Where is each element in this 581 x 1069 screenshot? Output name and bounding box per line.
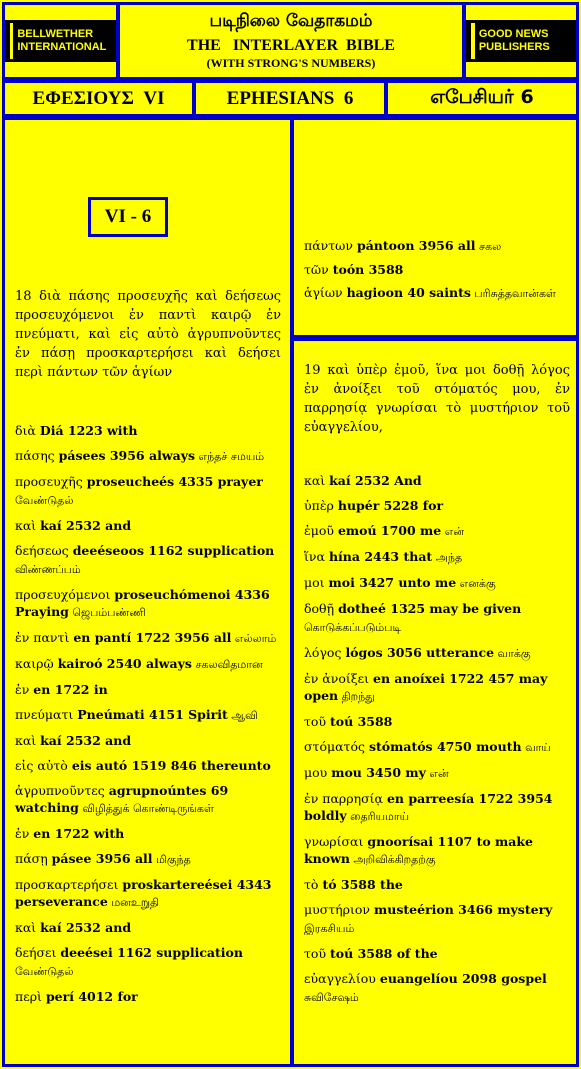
transliteration-gloss: pásees 3956 always <box>58 448 195 463</box>
right-top-column <box>291 117 579 338</box>
transliteration-gloss: stómatós 4750 mouth <box>368 739 522 754</box>
left-word-list <box>15 422 281 1013</box>
word-entry <box>304 738 570 756</box>
word-entry <box>304 876 570 893</box>
greek-word: ὑπὲρ <box>304 498 334 513</box>
word-entry <box>304 670 570 705</box>
greek-word: προσκαρτερήσει <box>15 877 119 892</box>
word-entry <box>15 782 281 817</box>
transliteration-gloss: proskartereései 4343 perseverance <box>15 877 272 909</box>
tamil-gloss: மனஉறுதி <box>107 896 160 909</box>
transliteration-gloss: hína 2443 that <box>328 549 433 564</box>
greek-word: προσευχῆς <box>15 474 83 489</box>
word-entry <box>304 497 570 514</box>
greek-word: διὰ <box>15 423 36 438</box>
right-logo-text: GOOD NEWS PUBLISHERS <box>478 28 550 53</box>
tamil-gloss: விண்ணப்பம் <box>15 563 81 576</box>
greek-word: δοθῇ <box>304 601 335 616</box>
greek-word: καὶ <box>15 920 37 935</box>
tamil-gloss: எனக்கு <box>456 577 496 590</box>
greek-word: λόγος <box>304 645 342 660</box>
word-entry <box>304 901 570 937</box>
transliteration-gloss: kaí 2532 and <box>40 518 132 533</box>
greek-word: γνωρίσαι <box>304 834 364 849</box>
greek-word: προσευχόμενοι <box>15 587 111 602</box>
transliteration-gloss: en pantí 1722 3956 all <box>73 630 232 645</box>
greek-word: μου <box>304 765 328 780</box>
tamil-gloss: எல்லாம் <box>231 632 277 645</box>
tamil-gloss: ஜெபம்பண்ணி <box>68 606 146 619</box>
word-entry <box>304 600 570 636</box>
transliteration-gloss: pásee 3956 all <box>51 851 153 866</box>
greek-word: τοῦ <box>304 946 327 961</box>
word-entry <box>15 586 281 621</box>
tamil-gloss: திறந்து <box>338 690 375 703</box>
word-entry <box>15 732 281 749</box>
greek-word: τῶν <box>304 262 329 277</box>
transliteration-gloss: gnoorísai 1107 to make known <box>304 834 533 866</box>
word-entry <box>15 422 281 439</box>
right-bottom-column <box>291 338 579 1067</box>
transliteration-gloss: eis autó 1519 846 thereunto <box>71 758 271 773</box>
word-entry <box>15 988 281 1005</box>
greek-word: ἵνα <box>304 549 325 564</box>
greek-word: ἀγρυπνοῦντες <box>15 783 105 798</box>
transliteration-gloss: emoú 1700 me <box>337 523 442 538</box>
greek-word: δεήσει <box>15 945 57 960</box>
bible-subtitle: (WITH STRONG'S NUMBERS) <box>206 56 376 70</box>
word-entry <box>15 757 281 774</box>
transliteration-gloss: euangelíou 2098 gospel <box>379 971 547 986</box>
transliteration-gloss: en 1722 with <box>33 826 125 841</box>
transliteration-gloss: mou 3450 my <box>331 765 426 780</box>
tamil-gloss: சகலவிதமான <box>191 658 263 671</box>
greek-word: τοῦ <box>304 714 327 729</box>
transliteration-gloss: lógos 3056 utterance <box>345 645 495 660</box>
tamil-gloss: சகல <box>475 240 502 253</box>
transliteration-gloss: en anoíxei 1722 457 may open <box>304 671 548 703</box>
greek-word: μυστήριον <box>304 902 371 917</box>
transliteration-gloss: hupér 5228 for <box>337 498 444 513</box>
right-logo <box>463 2 579 80</box>
greek-word: πάντων <box>304 238 353 253</box>
right-bottom-word-list <box>304 472 570 1014</box>
transliteration-gloss: kaí 2532 and <box>40 920 132 935</box>
word-entry <box>15 542 281 578</box>
transliteration-gloss: kaí 2532 and <box>40 733 132 748</box>
word-entry <box>15 919 281 936</box>
tamil-title: படிநிலை வேதாகமம் <box>209 11 373 31</box>
transliteration-gloss: en 1722 in <box>33 682 108 697</box>
tamil-gloss: வேண்டுதல் <box>15 965 74 978</box>
tamil-gloss: மிகுந்த <box>152 853 191 866</box>
word-entry <box>304 237 570 255</box>
greek-word: ἐν παρρησίᾳ <box>304 791 383 806</box>
word-entry <box>304 284 570 302</box>
bible-title: THE INTERLAYER BIBLE <box>187 37 395 54</box>
word-entry <box>15 825 281 842</box>
word-entry <box>15 706 281 724</box>
transliteration-gloss: proseucheés 4335 prayer <box>86 474 263 489</box>
tamil-gloss: எந்தச் சமயம் <box>195 450 265 463</box>
tamil-gloss: வாக்கு <box>494 647 531 660</box>
transliteration-gloss: kairoó 2540 always <box>57 656 192 671</box>
word-entry <box>304 833 570 868</box>
greek-word: καὶ <box>15 733 37 748</box>
greek-word: δεήσεως <box>15 543 69 558</box>
greek-word: καὶ <box>15 518 37 533</box>
greek-word: ἐμοῦ <box>304 523 334 538</box>
greek-word: εὐαγγελίου <box>304 971 376 986</box>
transliteration-gloss: moi 3427 unto me <box>328 575 457 590</box>
greek-word: καιρῷ <box>15 656 54 671</box>
word-entry <box>15 447 281 465</box>
tamil-gloss: என் <box>441 525 464 538</box>
greek-word: πάσῃ <box>15 851 48 866</box>
transliteration-gloss: kaí 2532 And <box>329 473 422 488</box>
right-top-word-list <box>304 237 570 308</box>
word-entry <box>304 522 570 540</box>
transliteration-gloss: tó 3588 the <box>322 877 403 892</box>
word-entry <box>15 876 281 911</box>
greek-word: ἐν <box>15 682 30 697</box>
transliteration-gloss: pántoon 3956 all <box>356 238 476 253</box>
transliteration-gloss: toú 3588 of the <box>330 946 438 961</box>
verse-19-text: 19 καὶ ὑπὲρ ἐμοῦ, ἵνα μοι δοθῇ λόγος ἐν ἀνοίξει τοῦ στόματός μου, ἐν παρρησίᾳ γνωρίσαι τὸ μυστήριον τοῦ εὐαγγελίου, <box>304 363 570 435</box>
word-entry <box>15 517 281 534</box>
greek-word: πάσης <box>15 448 55 463</box>
word-entry <box>15 944 281 980</box>
greek-word: τὸ <box>304 877 319 892</box>
word-entry <box>15 473 281 509</box>
greek-word: καὶ <box>304 473 326 488</box>
transliteration-gloss: agrupnoúntes 69 watching <box>15 783 229 815</box>
greek-word: ἐν <box>15 826 30 841</box>
transliteration-gloss: Pneúmati 4151 Spirit <box>77 707 228 722</box>
word-entry <box>304 970 570 1006</box>
transliteration-gloss: en parreesía 1722 3954 boldly <box>304 791 553 823</box>
word-entry <box>304 644 570 662</box>
word-entry <box>304 472 570 489</box>
greek-word: στόματός <box>304 739 365 754</box>
title-block <box>117 2 465 80</box>
word-entry <box>304 790 570 825</box>
word-entry <box>304 945 570 962</box>
tamil-gloss: தைரியமாய் <box>346 810 410 823</box>
transliteration-gloss: Diá 1223 with <box>39 423 138 438</box>
transliteration-gloss: deeései 1162 supplication <box>60 945 243 960</box>
transliteration-gloss: hagioon 40 saints <box>346 285 471 300</box>
transliteration-gloss: deeéseoos 1162 supplication <box>72 543 275 558</box>
transliteration-gloss: musteérion 3466 mystery <box>374 902 553 917</box>
left-logo <box>2 2 119 80</box>
transliteration-gloss: toón 3588 <box>332 262 404 277</box>
word-entry <box>304 548 570 566</box>
greek-word: μοι <box>304 575 325 590</box>
tamil-gloss: வேண்டுதல் <box>15 494 74 507</box>
transliteration-gloss: toú 3588 <box>330 714 393 729</box>
verse-18-text: 18 διὰ πάσης προσευχῆς καὶ δεήσεως προσευχόμενοι ἐν παντὶ καιρῷ ἐν πνεύματι, καὶ εἰς αὐτὸ ἀγρυπνοῦντες ἐν πάσῃ προσκαρτερήσει καὶ δεήσει περὶ πάντων τῶν ἁγίων <box>15 289 281 380</box>
tamil-gloss: அந்த <box>432 551 463 564</box>
word-entry <box>15 655 281 673</box>
book-greek: ΕΦΕΣΙΟΥΣ VI <box>2 80 195 117</box>
word-entry <box>304 261 570 278</box>
tamil-gloss: விழித்துக் கொண்டிருங்கள் <box>78 802 214 815</box>
transliteration-gloss: dotheé 1325 may be given <box>338 601 522 616</box>
greek-word: πνεύματι <box>15 707 74 722</box>
greek-word: ἐν ἀνοίξει <box>304 671 370 686</box>
book-english: EPHESIANS 6 <box>193 80 387 117</box>
tamil-gloss: அறிவிக்கிறதற்கு <box>349 853 436 866</box>
tamil-gloss: என் <box>425 767 449 780</box>
word-entry <box>15 629 281 647</box>
verse-label: VI - 6 <box>88 197 168 237</box>
greek-word: ἁγίων <box>304 285 343 300</box>
word-entry <box>304 713 570 730</box>
tamil-gloss: சுவிசேஷம் <box>304 991 359 1004</box>
word-entry <box>15 681 281 698</box>
word-entry <box>304 574 570 592</box>
transliteration-gloss: proseuchómenoi 4336 Praying <box>15 587 270 619</box>
tamil-gloss: ஆவி <box>227 709 258 722</box>
greek-word: εἰς αὐτὸ <box>15 758 68 773</box>
tamil-gloss: வாய் <box>521 741 551 754</box>
left-column <box>2 117 293 1067</box>
book-tamil: எபேசியர் 6 <box>385 80 579 117</box>
greek-word: ἐν παντὶ <box>15 630 70 645</box>
tamil-gloss: இரகசியம் <box>304 922 355 935</box>
word-entry <box>15 850 281 868</box>
tamil-gloss: கொடுக்கப்படும்படி <box>304 621 402 634</box>
transliteration-gloss: perí 4012 for <box>45 989 138 1004</box>
tamil-gloss: பரிசுத்தவான்கள் <box>470 287 556 300</box>
word-entry <box>304 764 570 782</box>
left-logo-text: BELLWETHER INTERNATIONAL <box>17 28 107 53</box>
greek-word: περὶ <box>15 989 42 1004</box>
